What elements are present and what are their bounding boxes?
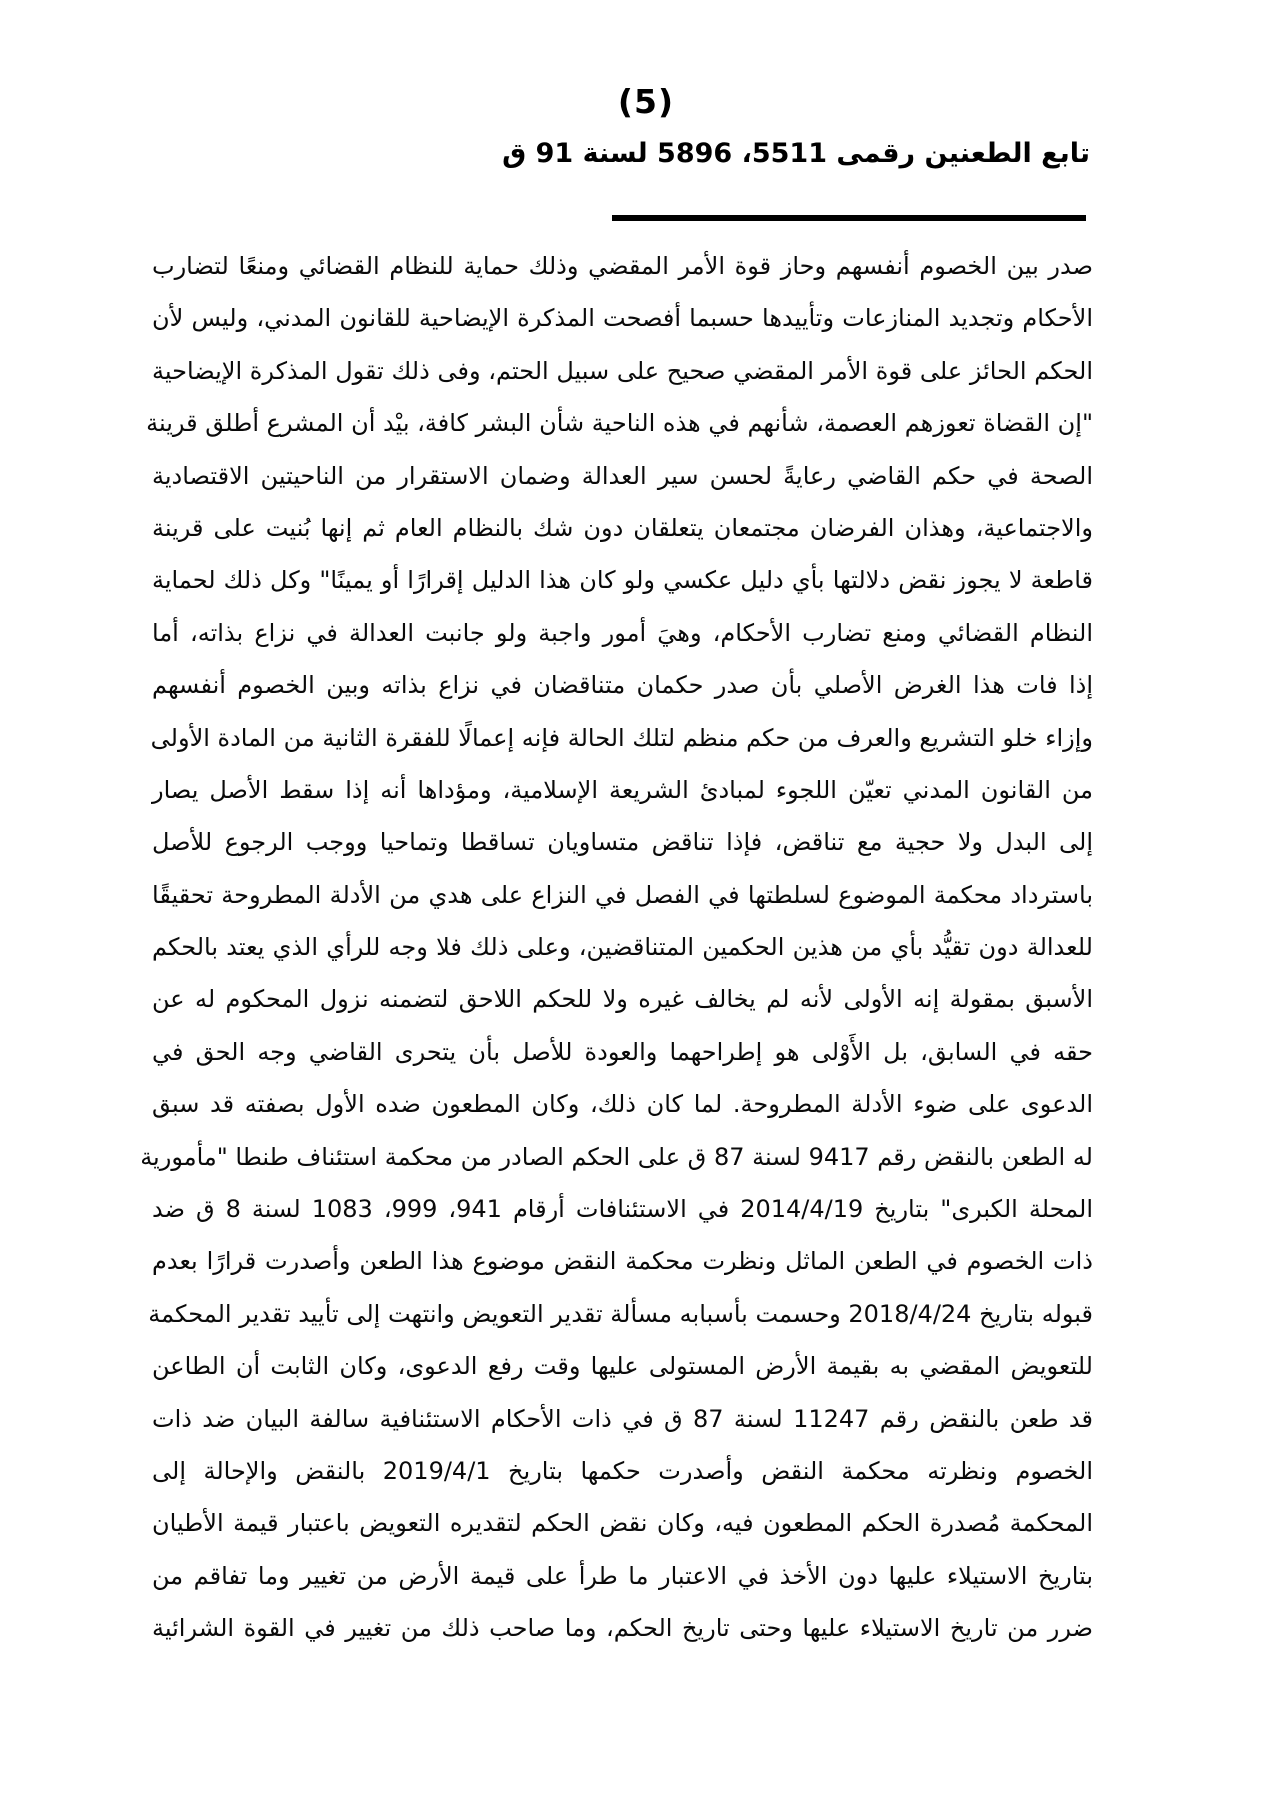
body-text-line-8: النظام القضائي ومنع تضارب الأحكام، وهيَ أمور واجبة ولو جانبت العدالة في نزاع بذاته، أما [152,618,1093,647]
body-text-line-24: الخصوم ونظرته محكمة النقض وأصدرت حكمها بتاريخ 2019/4/1 بالنقض والإحالة إلى [152,1456,1094,1485]
body-text-line-3: الحكم الحائز على قوة الأمر المقضي صحيح على سبيل الحتم، وفى ذلك تقول المذكرة الإيضاحية [152,356,1093,385]
body-text-line-16: حقه في السابق، بل الأَوْلى هو إطراحهما والعودة للأصل بأن يتحرى القاضي وجه الحق في [152,1037,1093,1066]
body-text-line-20: ذات الخصوم في الطعن الماثل ونظرت محكمة النقض موضوع هذا الطعن وأصدرت قرارًا بعدم [152,1247,1093,1276]
judgment-body-text [140,240,1094,1655]
body-text-line-21: قبوله بتاريخ 2018/4/24 وحسمت بأسبابه مسألة تقدير التعويض وانتهت إلى تأييد تقدير المحكمة [148,1299,1093,1328]
body-text-line-25: المحكمة مُصدرة الحكم المطعون فيه، وكان نقض الحكم لتقديره التعويض باعتبار قيمة الأطيان [152,1509,1093,1538]
body-text-line-2: الأحكام وتجديد المنازعات وتأييدها حسبما أفصحت المذكرة الإيضاحية للقانون المدني، وليس لأن [152,304,1093,333]
title-underline-rule [612,215,1086,221]
body-text-line-15: الأسبق بمقولة إنه الأولى لأنه لم يخالف غيره ولا للحكم اللاحق لتضمنه نزول المحكوم له عن [152,985,1093,1014]
body-text-line-6: والاجتماعية، وهذان الفرضان مجتمعان يتعلقان دون شك بالنظام العام ثم إنها بُنيت على قرينة [152,513,1093,542]
body-text-line-1: صدر بين الخصوم أنفسهم وحاز قوة الأمر المقضي وذلك حماية للنظام القضائي ومنعًا لتضارب [152,252,1093,280]
body-text-line-11: من القانون المدني تعيّن اللجوء لمبادئ الشريعة الإسلامية، ومؤداها أنه إذا سقط الأصل يصار [152,775,1093,804]
body-text-line-18: له الطعن بالنقض رقم 9417 لسنة 87 ق على الحكم الصادر من محكمة استئناف طنطا "مأمورية [140,1142,1093,1171]
body-text-line-14: للعدالة دون تقيُّد بأي من هذين الحكمين المتناقضين، وعلى ذلك فلا وجه للرأي الذي يعتد بالحكم [152,933,1093,962]
body-text-line-7: قاطعة لا يجوز نقض دلالتها بأي دليل عكسي ولو كان هذا الدليل إقرارًا أو يمينًا" وكل ذلك لحماية [152,566,1093,595]
page-number: (5) [617,82,675,121]
body-text-line-10: وإزاء خلو التشريع والعرف من حكم منظم لتلك الحالة فإنه إعمالًا للفقرة الثانية من المادة الأولى [150,723,1093,752]
body-text-line-13: باسترداد محكمة الموضوع لسلطتها في الفصل في النزاع على هدي من الأدلة المطروحة تحقيقًا [152,880,1093,909]
body-text-line-5: الصحة في حكم القاضي رعايةً لحسن سير العدالة وضمان الاستقرار من الناحيتين الاقتصادية [152,461,1093,490]
document-title: تابع الطعنين رقمى 5511، 5896 لسنة 91 ق [502,138,1090,169]
body-text-line-27: ضرر من تاريخ الاستيلاء عليها وحتى تاريخ الحكم، وما صاحب ذلك من تغيير في القوة الشرائية [152,1614,1093,1643]
body-text-line-22: للتعويض المقضي به بقيمة الأرض المستولى عليها وقت رفع الدعوى، وكان الثابت أن الطاعن [152,1352,1093,1381]
body-text-line-26: بتاريخ الاستيلاء عليها دون الأخذ في الاعتبار ما طرأ على قيمة الأرض من تغيير وما تفاقم من [152,1561,1093,1590]
body-text-line-23: قد طعن بالنقض رقم 11247 لسنة 87 ق في ذات الأحكام الاستئنافية سالفة البيان ضد ذات [152,1404,1094,1433]
body-text-line-12: إلى البدل ولا حجية مع تناقض، فإذا تناقض متساويان تساقطا وتماحيا ووجب الرجوع للأصل [152,828,1093,857]
body-text-line-4: "إن القضاة تعوزهم العصمة، شأنهم في هذه الناحية شأن البشر كافة، بيْد أن المشرع أطلق قرينة [146,409,1093,438]
body-text-line-19: المحلة الكبرى" بتاريخ 2014/4/19 في الاستئنافات أرقام 941، 999، 1083 لسنة 8 ق ضد [152,1195,1093,1224]
body-text-line-17: الدعوى على ضوء الأدلة المطروحة. لما كان ذلك، وكان المطعون ضده الأول بصفته قد سبق [152,1090,1093,1119]
body-text-line-9: إذا فات هذا الغرض الأصلي بأن صدر حكمان متناقضان في نزاع بذاته وبين الخصوم أنفسهم [152,671,1093,700]
